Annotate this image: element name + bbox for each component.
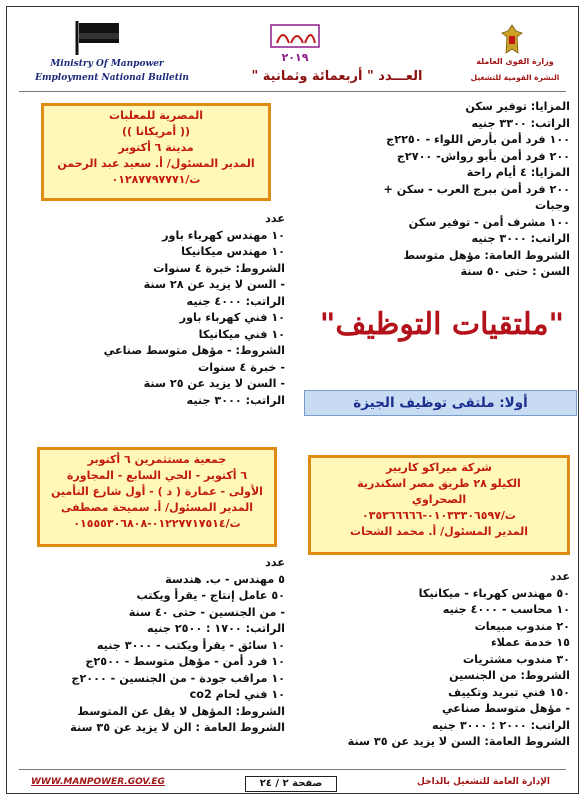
- text-line: ١٠ فرد أمن - مؤهل متوسط - ٢٥٠٠ج: [85, 655, 285, 668]
- text-line: ١٠٠ مشرف أمن - توفير سكن: [408, 215, 570, 229]
- company-address: ٦ أكتوبر - الحي السابع - المجاورة: [66, 469, 248, 482]
- text-line: الراتب: ٣٠٠٠ جنيه: [186, 393, 285, 407]
- text-line: وجبات: [534, 199, 570, 212]
- text-line: ١٠ مهندس كهرباء باور: [162, 228, 285, 242]
- company-name: شركة ميراكو كاريير: [386, 461, 492, 474]
- company-manager: المدير المسئول/ أ. سميحة مصطفى: [61, 501, 253, 514]
- americana-company-box: [41, 103, 271, 201]
- company-phone: ت/٠١٠٣٣٣٠٦٥٩٧-٠٣٥٣٦٦٦٦٦: [362, 509, 516, 522]
- text-line: ١٠ سائق - يقرأ ويكتب - ٣٠٠٠ جنيه: [96, 638, 285, 652]
- text-line: المزايا: ٤ أيام راحة: [466, 166, 570, 179]
- ministry-english-name: Ministry Of Manpower: [50, 59, 164, 69]
- text-line: الشروط العامة : الن لا يزيد عن ٣٥ سنة: [70, 721, 285, 734]
- company-address: الأولى - عمارة ( د ) - أول شارع التأمين: [51, 485, 263, 498]
- text-line: الراتب: ٣٠٠٠ جنيه: [471, 232, 570, 245]
- text-line: الراتب: ٣٣٠٠ جنيه: [471, 116, 570, 130]
- company-address: الكيلو ٢٨ طريق مصر اسكندرية: [357, 477, 521, 490]
- bulletin-page: [6, 6, 579, 794]
- text-line: - من الجنسين - حتى ٤٠ سنة: [128, 605, 285, 619]
- company-phone: ت/٠١٢٨٧٧٩٧٧٧١: [111, 173, 201, 186]
- issue-year: ٢٠١٩: [281, 51, 309, 64]
- text-line: ١٥ خدمة عملاء: [490, 636, 570, 649]
- text-line: ١٠٠ فرد أمن بأرض اللواء - ٢٢٥٠ج: [386, 133, 570, 146]
- company-phone: ت/٠١٢٢٧٧١٧٥١٤-٠١٥٥٥٣٠٦٨٠٨: [73, 517, 241, 530]
- footer-divider: [19, 769, 566, 770]
- text-line: الراتب: ١٧٠٠ : ٢٥٠٠ جنيه: [146, 622, 285, 635]
- company-name: جمعية مستثمرين ٦ أكتوبر: [87, 453, 227, 466]
- text-line: الشروط: من الجنسين: [449, 669, 570, 682]
- bulletin-logo: [269, 21, 321, 51]
- text-line: الشروط العامة: السن لا يزيد عن ٣٥ سنة: [347, 735, 570, 748]
- text-line: - السن لا يزيد عن ٢٥ سنة: [143, 377, 285, 390]
- text-line: عدد: [265, 556, 285, 569]
- company-brand: (( أمريكانا )): [121, 125, 191, 138]
- employment-fairs-title: "ملتقيات التوظيف": [319, 307, 565, 342]
- text-line: ٢٠ مندوب مبيعات: [474, 619, 570, 633]
- miraco-career-box: [308, 455, 570, 555]
- text-line: ١٠ فني لحام co2: [189, 688, 285, 701]
- text-line: الشروط: خبرة ٤ سنوات: [153, 261, 285, 275]
- website-link[interactable]: WWW.MANPOWER.GOV.EG: [31, 777, 165, 787]
- text-line: ١٥٠ فني تبريد وتكييف: [448, 685, 570, 699]
- page-number: صفحة ٢ / ٢٤: [245, 776, 337, 792]
- ministry-flag-logo: [69, 17, 125, 57]
- text-line: الشروط: المؤهل لا يقل عن المتوسط: [77, 704, 285, 718]
- text-line: ٢٠٠ فرد أمن بأبو رواش- ٢٧٠٠ج: [396, 149, 570, 163]
- company-address: الصحراوي: [411, 493, 467, 506]
- americana-jobs-column: [17, 211, 285, 409]
- investors-association-box: [37, 447, 277, 547]
- header-divider: [19, 91, 566, 92]
- text-line: عدد: [550, 570, 570, 583]
- text-line: الراتب: ٤٠٠٠ جنيه: [186, 294, 285, 308]
- text-line: ٣٠ مندوب مشتريات: [462, 652, 570, 666]
- text-line: - خبرة ٤ سنوات: [197, 360, 285, 374]
- text-line: ١٠ محاسب - ٤٠٠٠ جنيه: [442, 603, 570, 616]
- company-name: المصرية للمعلبات: [109, 109, 203, 122]
- text-line: ٥٠ مهندس كهرباء - ميكانيكا: [418, 586, 570, 600]
- text-line: ٢٠٠ فرد أمن ببرج العرب - سكن +: [383, 182, 570, 196]
- text-line: - مؤهل متوسط صناعي: [441, 702, 570, 715]
- text-line: ٥٠ عامل إنتاج - يقرأ ويكتب: [136, 589, 285, 602]
- investors-jobs-column: [17, 555, 285, 737]
- text-line: ٥ مهندس - ب. هندسة: [165, 572, 285, 586]
- text-line: ١٠ مراقب جودة - من الجنسين - ٢٠٠٠ج: [71, 671, 285, 685]
- text-line: الراتب: ٢٠٠٠ : ٣٠٠٠ جنيه: [431, 718, 570, 732]
- department-name: الإدارة العامة للتشغيل بالداخل: [417, 777, 550, 787]
- issue-number: العـــدد " أربعمائة وثمانية ": [251, 69, 423, 84]
- company-manager: المدير المسئول/ أ. سعيد عبد الرحمن: [57, 157, 255, 170]
- text-line: - السن لا يزيد عن ٢٨ سنة: [143, 278, 285, 291]
- security-jobs-column: [305, 99, 570, 281]
- text-line: ١٠ فني كهرباء باور: [179, 311, 285, 324]
- miraco-jobs-column: [305, 569, 570, 751]
- bulletin-arabic-name: النشرة القومية للتشغيل: [470, 73, 560, 82]
- text-line: ١٠ مهندس ميكانيكا: [181, 245, 285, 258]
- eagle-emblem-icon: [500, 23, 524, 57]
- company-location: مدينة ٦ أكتوبر: [118, 141, 194, 154]
- bulletin-english-name: Employment National Bulletin: [35, 73, 189, 83]
- text-line: الشروط العامة: مؤهل متوسط: [403, 248, 570, 262]
- ministry-arabic-name: وزارة القوى العاملة: [476, 57, 554, 66]
- text-line: المزايا: توفير سكن: [465, 100, 570, 113]
- text-line: ١٠ فني ميكانيكا: [198, 327, 285, 341]
- giza-fair-banner: أولا: ملتقى توظيف الجيزة: [304, 390, 577, 416]
- text-line: عدد: [265, 212, 285, 225]
- text-line: السن : حتى ٥٠ سنة: [460, 265, 570, 278]
- text-line: الشروط: - مؤهل متوسط صناعي: [103, 344, 285, 357]
- company-manager: المدير المسئول/ أ. محمد الشحات: [350, 525, 528, 538]
